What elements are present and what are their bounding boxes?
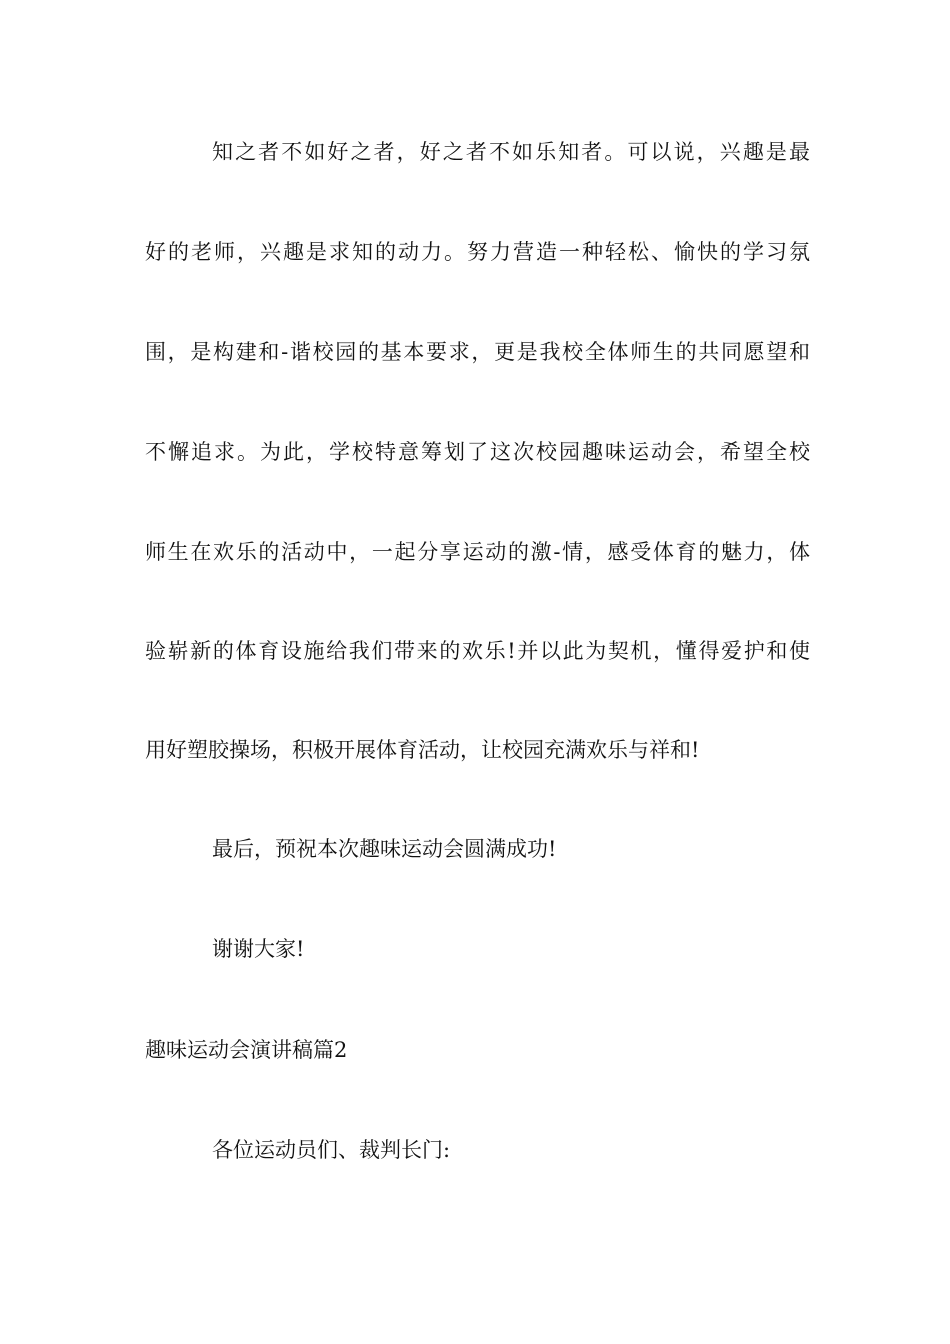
paragraph-line: 好的老师，兴趣是求知的动力。努力营造一种轻松、愉快的学习氛 bbox=[145, 240, 810, 264]
section-heading: 趣味运动会演讲稿篇2 bbox=[145, 1038, 348, 1062]
salutation-line: 各位运动员们、裁判长门: bbox=[212, 1138, 451, 1162]
paragraph-line: 师生在欢乐的活动中，一起分享运动的激-情，感受体育的魅力，体 bbox=[145, 540, 810, 564]
paragraph-line: 围，是构建和-谐校园的基本要求，更是我校全体师生的共同愿望和 bbox=[145, 340, 810, 364]
paragraph-line: 知之者不如好之者，好之者不如乐知者。可以说，兴趣是最 bbox=[212, 140, 810, 164]
closing-wish: 最后，预祝本次趣味运动会圆满成功! bbox=[212, 837, 557, 861]
paragraph-line: 验崭新的体育设施给我们带来的欢乐!并以此为契机，懂得爱护和使 bbox=[145, 639, 810, 663]
paragraph-line: 不懈追求。为此，学校特意筹划了这次校园趣味运动会，希望全校 bbox=[145, 440, 810, 464]
paragraph-line: 用好塑胶操场，积极开展体育活动，让校园充满欢乐与祥和! bbox=[145, 738, 700, 762]
thanks-line: 谢谢大家! bbox=[212, 937, 305, 961]
